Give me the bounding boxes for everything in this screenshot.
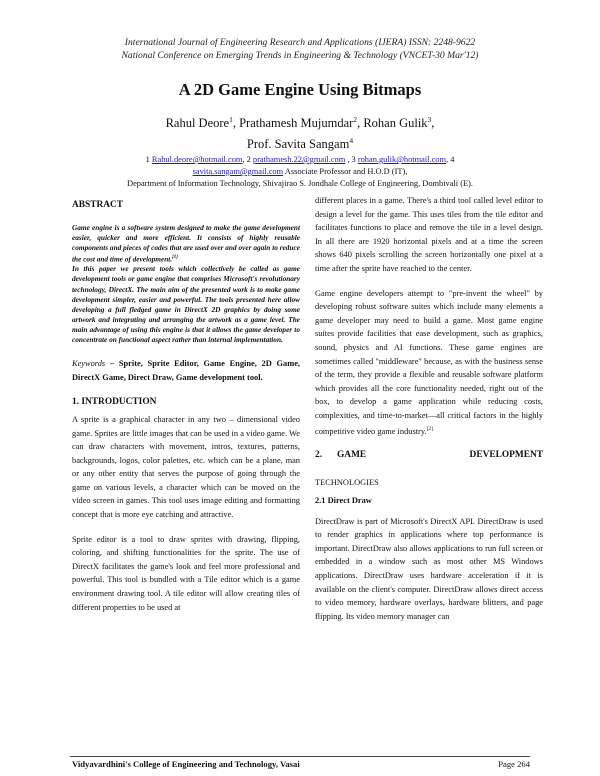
right-paragraph-3: DirectDraw is part of Microsoft's DirectX API. DirectDraw is used to render graphics in applications where top performance is important. DirectDraw also allows applications to run full screen or embedded in a window such as most other MS Windows applications. DirectDraw uses hardware acceleration if it is available on the client's computer. DirectDraw allows direct access to video memory, hardware overlays, hardware blitters, and page flipping. Its video memory manager can bbox=[315, 516, 543, 621]
section-2-line-2: TECHNOLOGIES bbox=[315, 478, 379, 488]
affil-num-4: 4 bbox=[450, 155, 455, 164]
author-2-sup: 2 bbox=[353, 115, 358, 124]
journal-header bbox=[0, 36, 600, 62]
intro-paragraph-1: A sprite is a graphical character in any two – dimensional video game. Sprites are little images that can be used in a video game. We can draw characters with movement, intros, textures, patterns, backgrounds, logos, color palettes, etc. which can be a plane, man or any other entity that serves the purpose of going through the game on various levels, a character which can be moved on the video screen in games. This tool uses image editing and formatting concept that is more eye catching and attractive. bbox=[72, 414, 300, 520]
keywords bbox=[72, 357, 300, 384]
right-p2-text: Game engine developers attempt to "pre-invent the wheel" by developing robust software suites which include many elements a game developer may need to build a game. Most game engine suites provide facilities that ease development, such as graphics, sound, physics and AI functions. These game engines are sometimes called "middleware" because, as with the business sense of the term, they provide a flexible and reusable software platform which provides all the core functionality needed, right out of the box, to develop a game application while reducing costs, complexities, and time-to-market—all critical factors in the highly competitive video game industry. bbox=[315, 288, 543, 436]
author-1-sup: 1 bbox=[229, 115, 233, 124]
email-link-3[interactable]: rohan.gulik@hotmail.com bbox=[357, 155, 447, 164]
subsection-heading-direct-draw: 2.1 Direct Draw bbox=[315, 496, 372, 506]
section-heading-technologies bbox=[315, 449, 543, 463]
author-list: Rahul Deore$^1$, Prathamesh Mujumdar$^2$, Rohan Gulik$^3$, Prof. Savita Sangam$^4$ bbox=[165, 115, 435, 152]
footer-institution: Vidyavardhini's College of Engineering and Technology, Vasai bbox=[72, 759, 300, 769]
affil-role: Associate Professor and H.O.D (IT), bbox=[284, 167, 408, 176]
right-paragraph-1: different places in a game. There's a third tool called level editor to design a level for the game. This uses tiles from the tile editor and facilitates functions to place and remove the tile in a level design. In all there are 1920 horizontal pixels and at a time the screen shows 640 pixels scrolling the screen horizontally one pixel at a time after the sprite have reached to the center. bbox=[315, 196, 543, 273]
paper-title: A 2D Game Engine Using Bitmaps bbox=[178, 80, 422, 99]
author-1: Rahul Deore bbox=[165, 116, 230, 131]
footer-page-number: Page 264 bbox=[498, 759, 530, 769]
author-4-sup: 4 bbox=[349, 136, 354, 146]
abstract-paragraph-2: In this paper we present tools which collectively be called as game development tools or game engine that comprises Microsoft's revolutionary technology, DirectX. The main aim of the presented work is to make game development simpler, easier and powerful. The tools presented here allow developing a full fledged game in DirectX 2D graphics by doing some artwork and integrating and arranging the artwork as a game level. The main advantage of using this engine is that it allows the game developer to concentrate on functional aspect rather than internal implementation. bbox=[72, 264, 300, 345]
author-4: Prof. Savita Sangam bbox=[246, 137, 350, 152]
abstract-ref: [1] bbox=[172, 254, 178, 260]
affil-num-1: 1 bbox=[145, 155, 150, 164]
section-2-number: 2. bbox=[315, 449, 323, 460]
department: Department of Information Technology, Shivajirao S. Jondhale College of Engineering, Dombivali (E). bbox=[127, 179, 473, 188]
left-column bbox=[72, 199, 300, 625]
email-link-4[interactable]: savita.sangam@gmail.com bbox=[192, 167, 284, 176]
right-column bbox=[315, 194, 543, 634]
keywords-text: – Sprite, Sprite Editor, Game Engine, 2D Game, DirectX Game, Direct Draw, Game development tool. bbox=[72, 359, 300, 382]
author-3: Rohan Gulik bbox=[363, 116, 428, 131]
abstract-heading: ABSTRACT bbox=[72, 200, 124, 210]
affil-num-3: 3 bbox=[351, 155, 356, 164]
right-paragraph-2 bbox=[315, 287, 543, 438]
abstract-paragraph-1 bbox=[72, 223, 300, 265]
email-link-1[interactable]: Rahul.deore@hotmail.com bbox=[151, 155, 243, 164]
author-2: Prathamesh Mujumdar bbox=[239, 116, 354, 131]
author-3-sup: 3 bbox=[427, 115, 432, 124]
journal-line-1: International Journal of Engineering Research and Applications (IJERA) ISSN: 2248-9622 bbox=[124, 37, 476, 48]
section-heading-introduction: 1. INTRODUCTION bbox=[72, 397, 157, 408]
email-link-2[interactable]: prathamesh.22@gmail.com bbox=[252, 155, 346, 164]
affiliation-block: 1 Rahul.deore@hotmail.com, 2 prathamesh.22@gmail.com , 3 rohan.gulik@hotmail.com, 4 savita.sangam@gmail.com Associate Professor and H.O.D (IT), Department of Information Technology, Shivajirao S. Jondhale College of Engineering, Dombivali (E). bbox=[60, 154, 540, 190]
section-2-line-1: GAME DEVELOPMENT bbox=[337, 449, 543, 460]
affil-num-2: 2 bbox=[246, 155, 251, 164]
journal-line-2: National Conference on Emerging Trends in Engineering & Technology (VNCET-30 Mar'12) bbox=[121, 50, 479, 61]
keywords-label: Keywords bbox=[72, 359, 106, 369]
right-ref: [2] bbox=[426, 425, 433, 432]
intro-paragraph-2: Sprite editor is a tool to draw sprites with drawing, flipping, coloring, and shifting functionalities for the sprite. The use of DirectX facilitates the game's look and feel more professional and powerful. This tool is bundled with a Tile editor which is a game environment drawing tool. A tile editor will allow creating tiles of different properties to be used at bbox=[72, 534, 300, 612]
abstract-p1-text: Game engine is a software system designed to make the game development easier, quicker and more efficient. It consists of highly reusable components and pieces of codes that are used over and over again to reduce the cost and time of development. bbox=[72, 222, 300, 264]
footer-rule bbox=[70, 756, 530, 757]
